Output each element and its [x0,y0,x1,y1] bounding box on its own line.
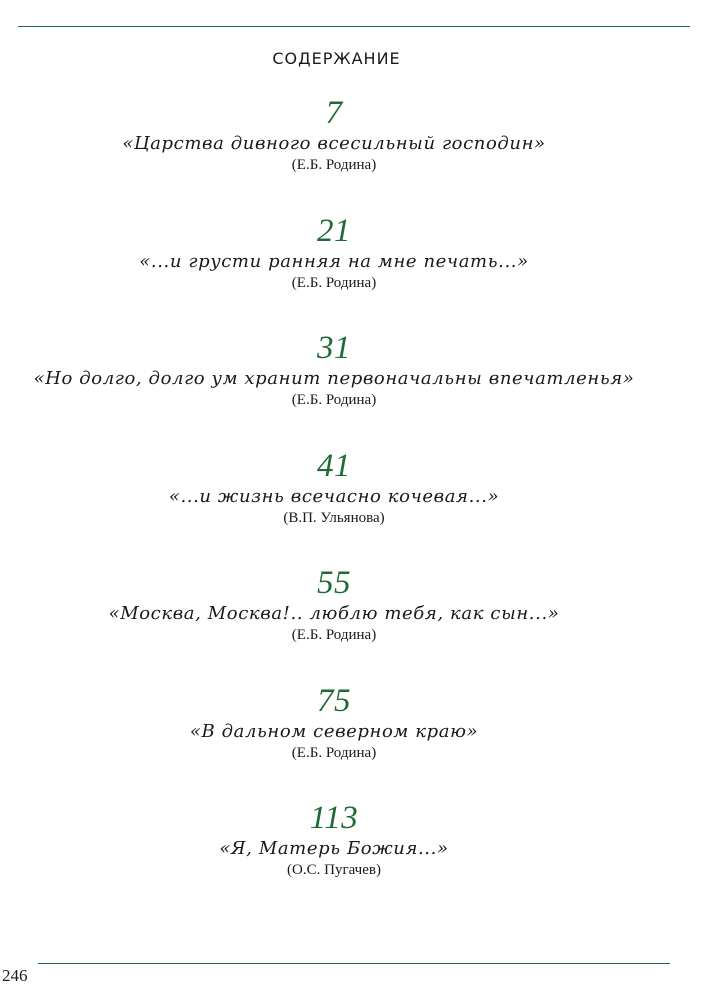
entry-page-number: 113 [309,800,359,836]
toc-entry[interactable] [0,682,668,800]
entry-author: (Е.Б. Родина) [291,744,377,761]
entry-author: (О.С. Пугачев) [287,862,381,878]
entry-page-number: 21 [317,212,351,249]
entry-title: «...и жизнь всечасно кочевая...» [168,485,500,507]
entry-title: «Царства дивного всесильный господин» [122,133,546,154]
entry-title: «Но долго, долго ум хранит первоначальны впечатленья» [33,368,635,389]
toc-entry[interactable] [0,94,668,212]
entry-title: «Я, Матерь Божия...» [219,838,449,859]
entry-page-number: 7 [325,95,343,131]
entry-author: (Е.Б. Родина) [291,274,377,291]
toc-entry[interactable] [0,329,668,447]
entry-title: «В дальном северном краю» [189,720,479,742]
entry-title: «...и грусти ранняя на мне печать...» [139,250,529,272]
entry-page-number: 31 [317,330,351,366]
toc-entry[interactable] [0,447,668,565]
page-number: 246 [2,966,28,985]
entry-author: (Е.Б. Родина) [291,157,377,173]
table-of-contents [0,94,668,917]
bottom-rule [38,963,670,964]
entry-page-number: 75 [317,682,351,719]
entry-author: (В.П. Ульянова) [283,509,385,526]
entry-title: «Москва, Москва!.. люблю тебя, как сын...» [108,603,560,624]
entry-page-number: 41 [317,447,351,484]
toc-entry[interactable] [0,564,668,682]
entry-page-number: 55 [317,565,351,601]
toc-entry[interactable] [0,212,668,330]
entry-author: (Е.Б. Родина) [291,392,377,408]
contents-heading: СОДЕРЖАНИЕ [272,49,401,68]
top-rule [18,26,690,27]
toc-entry[interactable] [0,799,668,917]
entry-author: (Е.Б. Родина) [291,627,377,643]
